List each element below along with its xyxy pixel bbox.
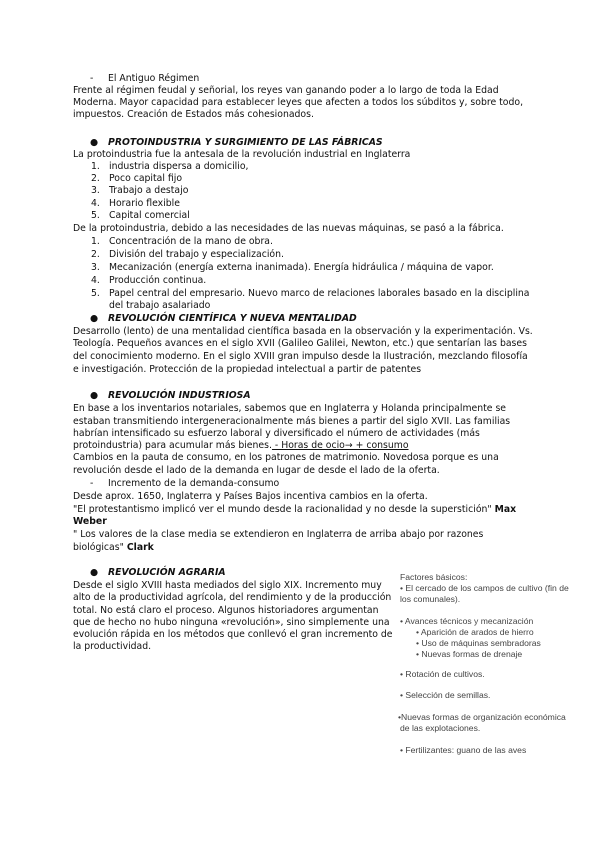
- side-line: los comunales).: [400, 594, 461, 604]
- para-line: De la protoindustria, debido a las necesidades de las nuevas máquinas, se pasó a la fábrica.: [73, 223, 504, 234]
- para-line: total. No está claro el proceso. Algunos historiadores argumentan: [73, 605, 379, 616]
- side-line: •Nuevas formas de organización económica: [398, 712, 566, 722]
- para-line: Desde aprox. 1650, Inglaterra y Países Bajos incentiva cambios en la oferta.: [73, 491, 428, 502]
- list-item: Producción continua.: [109, 275, 207, 286]
- para-line: [73, 440, 409, 452]
- list-item: Papel central del empresario. Nuevo marco de relaciones laborales basado en la disciplina: [109, 288, 530, 299]
- side-line: de las explotaciones.: [400, 723, 481, 733]
- bullet-icon: ●: [90, 313, 99, 324]
- list-item: Horario flexible: [109, 198, 180, 209]
- para-line: impuestos. Creación de Estados más cohesionados.: [73, 109, 314, 120]
- list-number: 4.: [91, 275, 100, 286]
- quote-author: Clark: [126, 542, 154, 553]
- para-line: habrían intensificado su esfuerzo laboral y diversificado el número de actividades (más: [73, 428, 480, 439]
- dash-marker: -: [90, 478, 94, 489]
- list-number: 3.: [91, 262, 100, 273]
- para-line: Cambios en la pauta de consumo, en los patrones de matrimonio. Novedosa porque es una: [73, 452, 499, 463]
- para-line: estaban transmitiendo intergeneracionalmente más bienes a partir del siglo XVII. Las familias: [73, 416, 511, 427]
- list-item: Capital comercial: [109, 210, 190, 221]
- para-line: la productividad.: [73, 641, 152, 652]
- list-item: División del trabajo y especialización.: [109, 249, 284, 260]
- quote-weber: [73, 504, 516, 516]
- para-line: Moderna. Mayor capacidad para establecer leyes que afecten a todos los súbditos y, sobre todo,: [73, 97, 524, 108]
- side-line: • Avances técnicos y mecanización: [400, 616, 534, 626]
- para-line: revolución desde el lado de la demanda en lugar de desde el lado de la oferta.: [73, 465, 440, 476]
- side-subline: • Aparición de arados de hierro: [416, 627, 534, 637]
- para-line: del conocimiento moderno. En el siglo XVIII gran impulso desde la Ilustración, mezclando filosofía: [73, 351, 528, 362]
- heading-revolucion-agraria: REVOLUCIÓN AGRARIA: [108, 567, 226, 578]
- side-subline: • Uso de máquinas sembradoras: [416, 638, 541, 648]
- list-number: 5.: [91, 288, 100, 299]
- dash-item-demanda: Incremento de la demanda-consumo: [108, 478, 280, 489]
- para-line: alto de la productividad agrícola, del rendimiento y de la producción: [73, 592, 392, 603]
- list-number: 4.: [91, 198, 100, 209]
- list-item: Concentración de la mano de obra.: [109, 236, 273, 247]
- bullet-icon: ●: [90, 390, 99, 401]
- side-subline: • Nuevas formas de drenaje: [416, 649, 523, 659]
- heading-protoindustria: PROTOINDUSTRIA Y SURGIMIENTO DE LAS FÁBRICAS: [108, 137, 383, 148]
- dash-item-antiguo-regimen: El Antiguo Régimen: [108, 73, 200, 84]
- list-item: Trabajo a destajo: [109, 185, 189, 196]
- underlined-note: - Horas de ocio→ + consumo: [271, 440, 409, 451]
- para-line-text: protoindustria) para acumular más bienes.: [73, 440, 272, 451]
- side-line: • Fertilizantes: guano de las aves: [400, 745, 527, 755]
- list-item: Poco capital fijo: [109, 173, 183, 184]
- heading-revolucion-cientifica: REVOLUCIÓN CIENTÍFICA Y NUEVA MENTALIDAD: [108, 313, 357, 324]
- quote-text: "El protestantismo implicó ver el mundo desde la racionalidad y no desde la superstición": [73, 504, 495, 515]
- side-line: • El cercado de los campos de cultivo (fin de: [400, 583, 569, 593]
- list-number: 2.: [91, 249, 100, 260]
- bullet-icon: ●: [90, 137, 99, 148]
- list-item: Mecanización (energía externa inanimada). Energía hidráulica / máquina de vapor.: [109, 262, 494, 273]
- quote-author: Weber: [73, 516, 107, 527]
- quote-clark: " Los valores de la clase media se extendieron en Inglaterra de arriba abajo por razones: [73, 529, 484, 540]
- para-line: En base a los inventarios notariales, sabemos que en Inglaterra y Holanda principalmente se: [73, 403, 507, 414]
- side-title: Factores básicos:: [400, 572, 468, 582]
- list-number: 5.: [91, 210, 100, 221]
- para-line: que de hecho no hubo ninguna «revolución», sino simplemente una: [73, 617, 390, 628]
- heading-revolucion-industriosa: REVOLUCIÓN INDUSTRIOSA: [108, 390, 251, 401]
- para-line: Teología. Pequeños avances en el siglo XVII (Galileo Galilei, Newton, etc.) que sentarían las bases: [73, 338, 527, 349]
- quote-clark-end: [73, 542, 154, 554]
- list-item: industria dispersa a domicilio,: [109, 161, 249, 172]
- quote-text: biológicas": [73, 542, 127, 553]
- para-line: Frente al régimen feudal y señorial, los reyes van ganando poder a lo largo de toda la Edad: [73, 85, 499, 96]
- para-line: Desarrollo (lento) de una mentalidad científica basada en la observación y la experimentación. Vs.: [73, 326, 533, 337]
- list-number: 1.: [91, 161, 100, 172]
- dash-marker: -: [90, 73, 94, 84]
- list-number: 3.: [91, 185, 100, 196]
- para-line: Desde el siglo XVIII hasta mediados del siglo XIX. Incremento muy: [73, 580, 382, 591]
- list-number: 1.: [91, 236, 100, 247]
- para-line: La protoindustria fue la antesala de la revolución industrial en Inglaterra: [73, 149, 411, 160]
- list-number: 2.: [91, 173, 100, 184]
- bullet-icon: ●: [90, 567, 99, 578]
- side-line: • Rotación de cultivos.: [400, 669, 485, 679]
- list-item-continuation: del trabajo asalariado: [109, 300, 211, 311]
- para-line: e investigación. Protección de la propiedad intelectual a partir de patentes: [73, 364, 422, 375]
- quote-author: Max: [494, 504, 517, 515]
- side-line: • Selección de semillas.: [400, 690, 491, 700]
- para-line: evolución rápida en los métodos que conllevó el gran incremento de: [73, 629, 393, 640]
